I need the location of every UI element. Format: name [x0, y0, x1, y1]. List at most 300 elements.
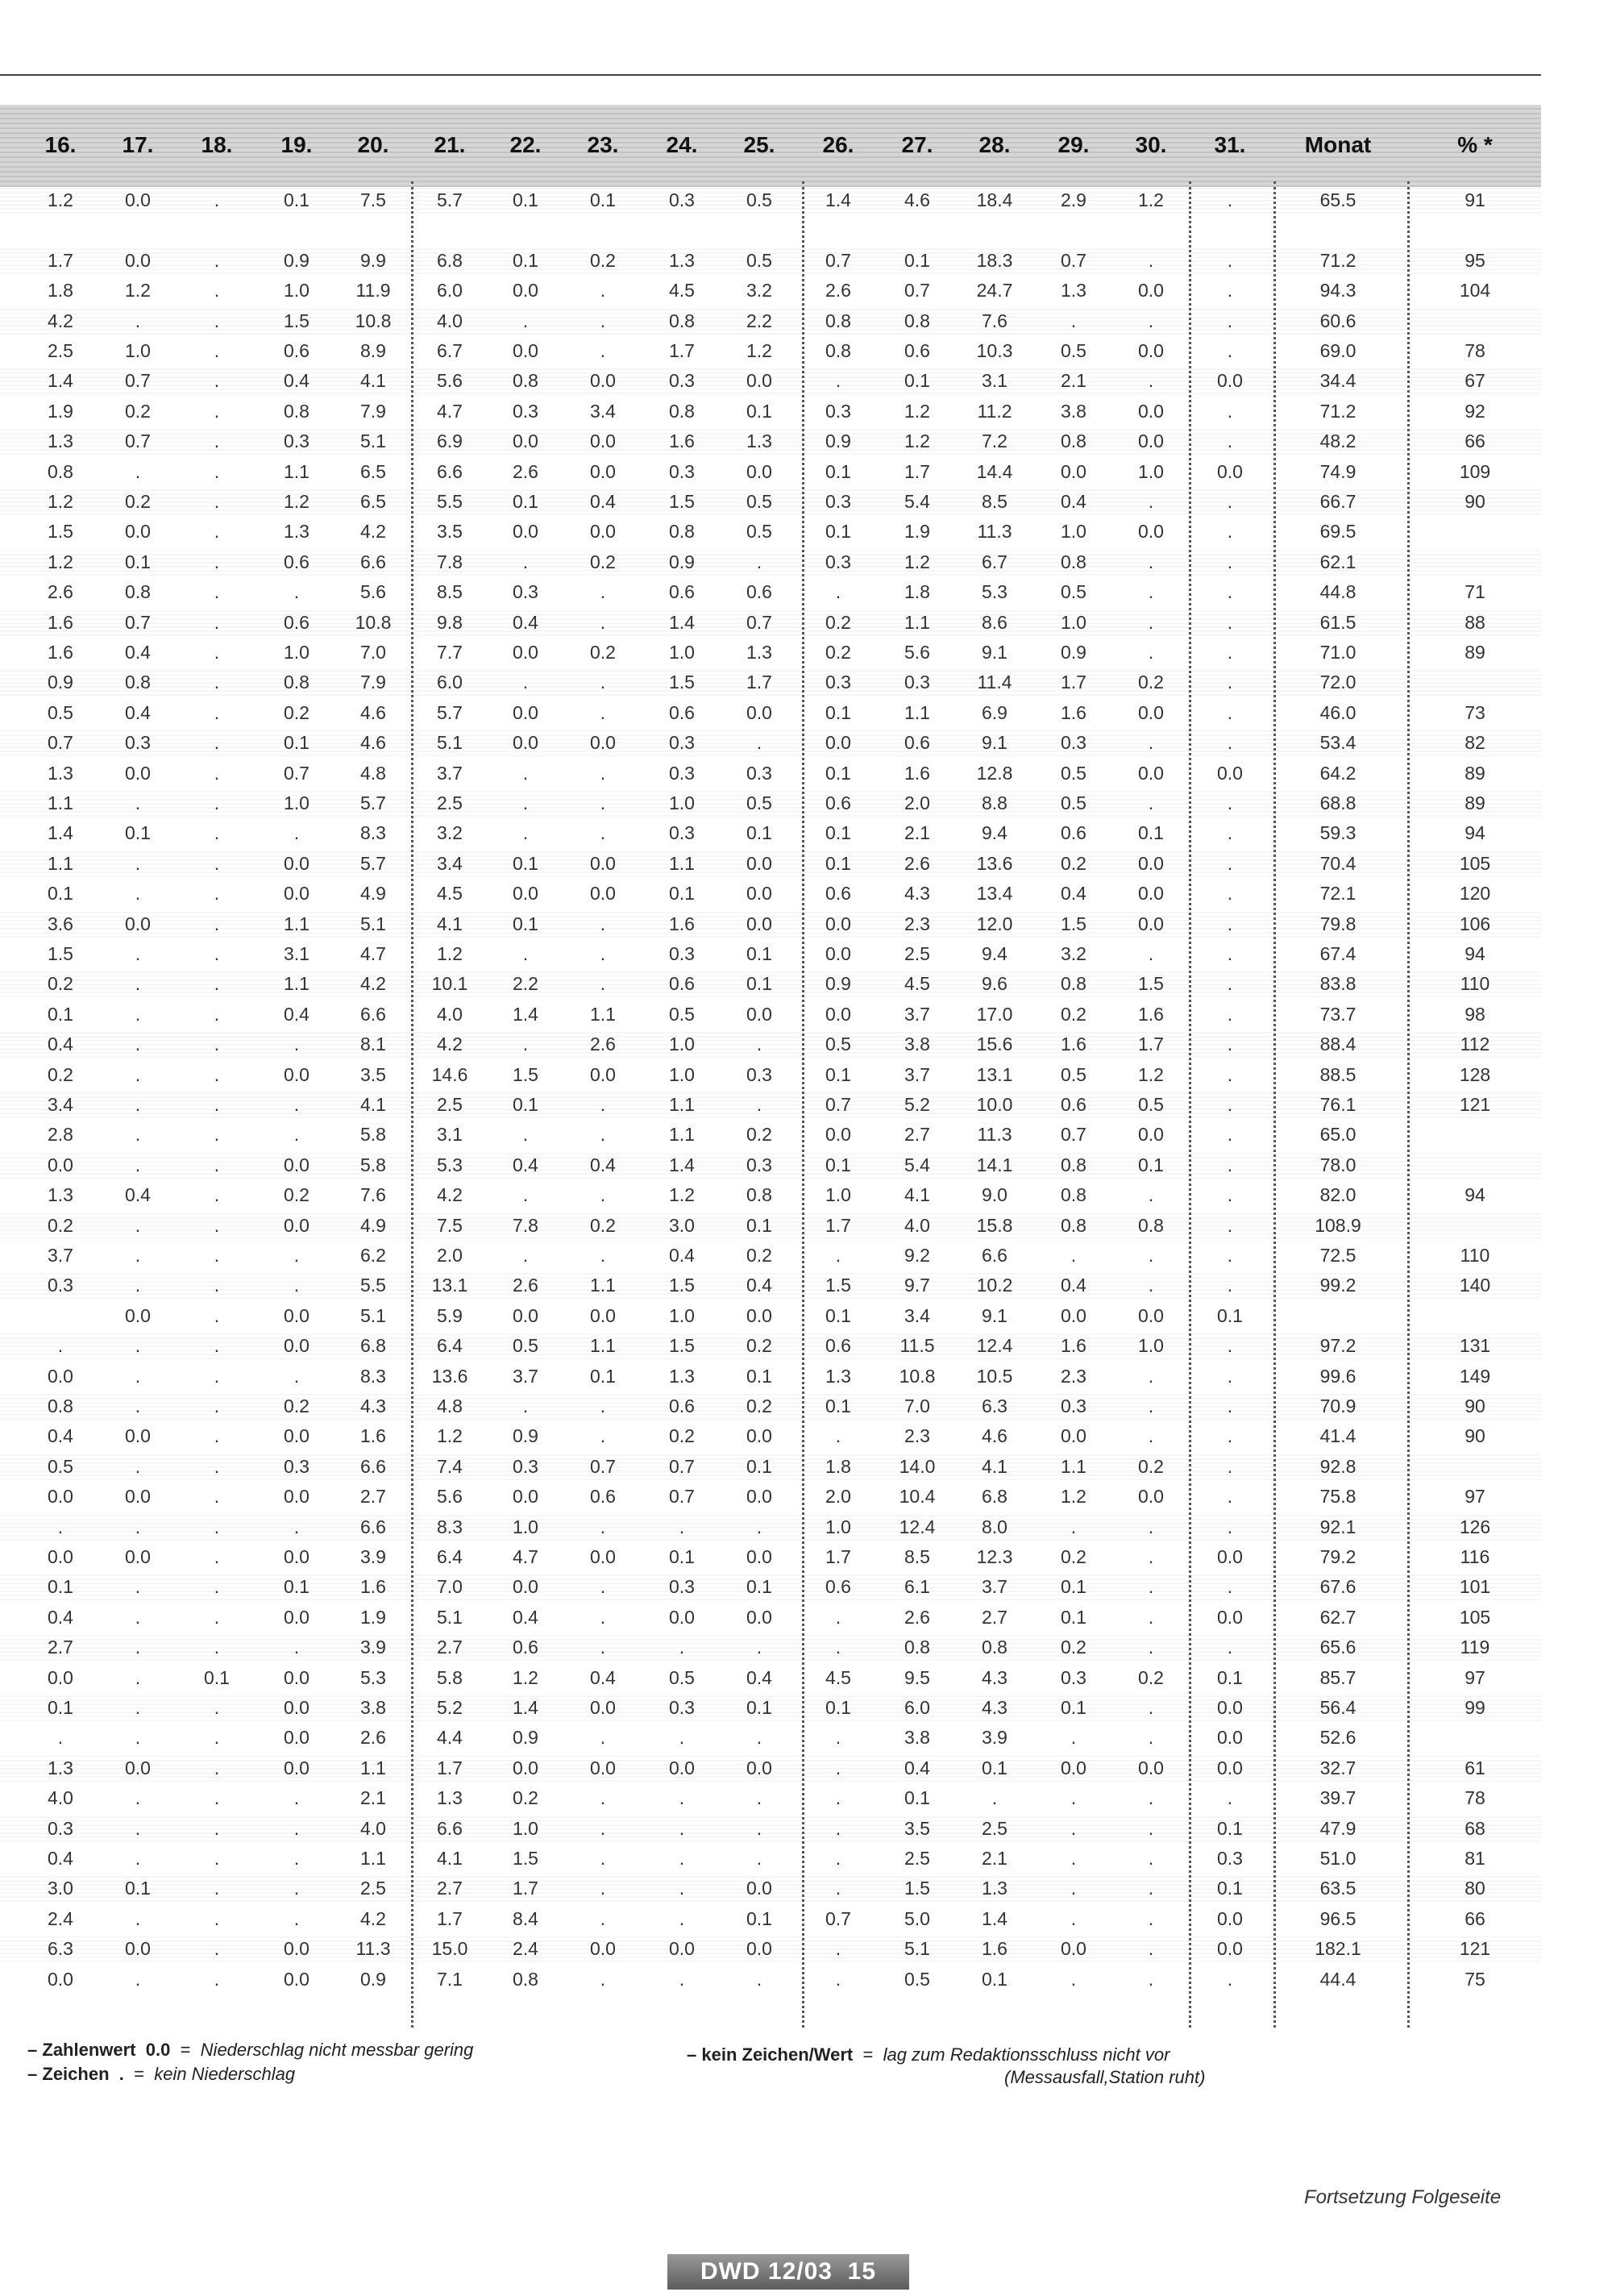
- table-cell: 10.8: [355, 611, 392, 633]
- table-cell: .: [600, 611, 606, 633]
- table-cell: 12.4: [976, 1335, 1013, 1357]
- table-cell: 0.0: [284, 1335, 310, 1357]
- table-cell: 105: [1459, 852, 1491, 874]
- table-cell: 6.4: [437, 1335, 463, 1357]
- table-cell: 94: [1465, 1184, 1485, 1206]
- table-cell: .: [1070, 310, 1077, 331]
- table-cell: .: [600, 1727, 606, 1749]
- table-cell: 0.1: [825, 460, 851, 482]
- table-cell: 110: [1460, 973, 1490, 995]
- table-cell: 1.7: [669, 340, 695, 361]
- table-cell: 3.8: [360, 1697, 386, 1718]
- table-cell: 0.1: [284, 1576, 310, 1598]
- table-cell: 0.0: [746, 852, 772, 874]
- table-cell: 4.2: [360, 521, 386, 543]
- table-cell: 4.5: [904, 973, 930, 995]
- table-cell: 0.0: [1217, 1757, 1243, 1778]
- table-cell: 0.3: [669, 370, 695, 392]
- table-cell: .: [679, 1787, 685, 1809]
- table-cell: 6.6: [437, 460, 463, 482]
- table-cell: .: [600, 1606, 606, 1628]
- table-cell: 11.9: [355, 280, 391, 302]
- table-cell: .: [679, 1817, 685, 1839]
- table-cell: 0.2: [590, 551, 616, 572]
- table-cell: .: [214, 581, 220, 603]
- table-cell: 0.0: [48, 1968, 73, 1990]
- table-cell: 0.0: [1061, 1938, 1086, 1960]
- table-cell: .: [135, 1335, 141, 1357]
- table-cell: 6.7: [982, 551, 1008, 572]
- table-cell: 0.3: [669, 189, 695, 210]
- table-cell: 4.6: [360, 732, 386, 754]
- table-row: [0, 547, 1541, 577]
- table-row: [0, 969, 1541, 999]
- table-cell: 4.5: [669, 280, 695, 302]
- table-cell: 10.4: [899, 1486, 936, 1508]
- table-cell: 1.2: [904, 430, 930, 452]
- column-header: 17.: [122, 132, 154, 157]
- table-cell: 10.5: [976, 1365, 1013, 1387]
- table-cell: 0.3: [1061, 1666, 1086, 1688]
- table-cell: 0.1: [825, 701, 851, 723]
- table-cell: 72.0: [1319, 672, 1356, 693]
- table-row: [0, 1814, 1541, 1844]
- table-cell: .: [293, 581, 300, 603]
- table-cell: 0.1: [825, 1063, 851, 1085]
- table-row: [0, 1603, 1541, 1633]
- table-cell: 1.9: [48, 400, 73, 422]
- table-cell: 51.0: [1319, 1848, 1356, 1869]
- table-cell: .: [135, 1275, 141, 1296]
- table-cell: 1.3: [437, 1787, 463, 1809]
- table-row: [0, 759, 1541, 788]
- table-cell: 5.5: [437, 491, 463, 512]
- table-cell: 5.6: [904, 642, 930, 663]
- table-cell: 8.8: [982, 792, 1008, 813]
- table-cell: .: [293, 1245, 300, 1266]
- table-cell: 0.0: [125, 1304, 151, 1326]
- table-cell: .: [600, 943, 606, 964]
- table-cell: 6.0: [437, 672, 463, 693]
- table-cell: .: [756, 732, 762, 754]
- table-cell: 0.4: [48, 1034, 73, 1055]
- table-cell: 2.7: [982, 1606, 1008, 1628]
- table-cell: .: [991, 1787, 998, 1809]
- table-cell: .: [1148, 551, 1154, 572]
- table-cell: 0.7: [669, 1486, 695, 1508]
- table-cell: 3.5: [904, 1817, 930, 1839]
- table-cell: 5.7: [360, 792, 386, 813]
- table-cell: .: [1227, 1154, 1233, 1175]
- table-cell: .: [1227, 913, 1233, 934]
- table-cell: 67.4: [1319, 943, 1356, 964]
- table-cell: 78: [1465, 340, 1485, 361]
- table-cell: .: [1227, 1425, 1233, 1447]
- table-cell: 0.8: [904, 1637, 930, 1658]
- table-cell: 1.0: [669, 792, 695, 813]
- table-cell: .: [1227, 1094, 1233, 1115]
- column-header: 19.: [280, 132, 313, 157]
- table-cell: 0.0: [1061, 1304, 1086, 1326]
- table-cell: 39.7: [1319, 1787, 1356, 1809]
- table-cell: 149: [1459, 1365, 1491, 1387]
- table-cell: 32.7: [1319, 1757, 1356, 1778]
- table-cell: .: [679, 1907, 685, 1929]
- table-cell: 0.1: [48, 1697, 73, 1718]
- table-cell: 0.0: [746, 1546, 772, 1567]
- table-cell: .: [293, 1124, 300, 1146]
- table-cell: 3.6: [48, 913, 73, 934]
- table-cell: 2.3: [904, 913, 930, 934]
- table-cell: 1.0: [1138, 460, 1164, 482]
- table-cell: 2.9: [1061, 189, 1086, 210]
- table-cell: 61: [1465, 1757, 1485, 1778]
- table-cell: 0.6: [1061, 1094, 1086, 1115]
- table-cell: 0.9: [1061, 642, 1086, 663]
- table-cell: 1.6: [669, 913, 695, 934]
- table-cell: .: [1148, 1878, 1154, 1899]
- table-cell: 0.0: [48, 1666, 73, 1688]
- table-cell: .: [135, 1727, 141, 1749]
- table-cell: 0.0: [590, 1697, 616, 1718]
- table-cell: .: [293, 1848, 300, 1869]
- table-cell: 96.5: [1319, 1907, 1356, 1929]
- table-cell: 0.0: [1217, 1697, 1243, 1718]
- table-cell: .: [293, 1878, 300, 1899]
- table-cell: 8.1: [360, 1034, 386, 1055]
- table-cell: 0.6: [284, 551, 310, 572]
- table-cell: .: [293, 1516, 300, 1537]
- table-cell: .: [135, 973, 141, 995]
- table-cell: 15.0: [431, 1938, 468, 1960]
- table-cell: 112: [1460, 1034, 1490, 1055]
- table-cell: .: [835, 1425, 841, 1447]
- table-cell: 3.8: [1061, 400, 1086, 422]
- table-cell: .: [135, 1907, 141, 1929]
- legend-none-note: (Messausfall,Station ruht): [1004, 2067, 1206, 2087]
- table-cell: 0.7: [669, 1455, 695, 1477]
- table-cell: 7.2: [982, 430, 1008, 452]
- table-cell: .: [1227, 1395, 1233, 1416]
- table-cell: 91: [1465, 189, 1485, 210]
- table-cell: 0.1: [1217, 1878, 1243, 1899]
- table-cell: 0.0: [1138, 1486, 1164, 1508]
- table-cell: .: [1148, 1817, 1154, 1839]
- column-header: 21.: [434, 132, 466, 157]
- table-cell: 0.0: [669, 1757, 695, 1778]
- table-cell: 0.1: [590, 1365, 616, 1387]
- table-cell: 0.0: [125, 1425, 151, 1447]
- legend-dot: – Zeichen . = kein Niederschlag: [27, 2064, 296, 2084]
- table-cell: .: [835, 1637, 841, 1658]
- column-header: 31.: [1214, 132, 1246, 157]
- column-header: 16.: [44, 132, 77, 157]
- table-row: [0, 1572, 1541, 1602]
- table-cell: 2.8: [48, 1124, 73, 1146]
- table-row: [0, 1723, 1541, 1753]
- table-cell: 1.1: [904, 701, 930, 723]
- table-cell: 7.1: [437, 1968, 463, 1990]
- table-row: [0, 215, 1541, 245]
- table-cell: 5.1: [904, 1938, 930, 1960]
- table-cell: .: [1227, 732, 1233, 754]
- table-cell: 0.0: [284, 1727, 310, 1749]
- table-cell: 0.1: [125, 551, 151, 572]
- table-cell: 0.0: [746, 883, 772, 905]
- table-cell: 0.0: [284, 1546, 310, 1567]
- table-row: [0, 1421, 1541, 1451]
- table-cell: 47.9: [1319, 1817, 1356, 1839]
- table-cell: 0.8: [1061, 1214, 1086, 1236]
- table-cell: [341, 215, 405, 245]
- table-cell: 0.8: [48, 1395, 73, 1416]
- table-cell: .: [756, 551, 762, 572]
- table-cell: .: [293, 1034, 300, 1055]
- table-cell: 0.4: [125, 1184, 151, 1206]
- table-cell: 1.5: [1061, 913, 1086, 934]
- table-cell: 0.8: [982, 1637, 1008, 1658]
- table-cell: 18.3: [976, 249, 1013, 271]
- table-cell: 0.6: [1061, 822, 1086, 844]
- table-cell: .: [522, 1245, 529, 1266]
- table-cell: 7.4: [437, 1455, 463, 1477]
- table-cell: 9.8: [437, 611, 463, 633]
- table-cell: 2.7: [360, 1486, 386, 1508]
- table-cell: 126: [1459, 1516, 1491, 1537]
- table-cell: .: [214, 1606, 220, 1628]
- table-cell: 0.8: [669, 310, 695, 331]
- table-cell: .: [214, 1094, 220, 1115]
- table-cell: 7.7: [437, 642, 463, 663]
- table-cell: .: [600, 1094, 606, 1115]
- table-cell: .: [600, 1425, 606, 1447]
- table-cell: [106, 215, 170, 245]
- table-cell: .: [1227, 1214, 1233, 1236]
- table-row: [0, 1150, 1541, 1180]
- table-cell: 0.0: [1217, 1938, 1243, 1960]
- table-row: [0, 1211, 1541, 1241]
- table-cell: 6.6: [360, 1516, 386, 1537]
- table-cell: [1041, 215, 1106, 245]
- table-cell: 5.0: [904, 1907, 930, 1929]
- table-cell: 1.6: [1061, 1335, 1086, 1357]
- table-cell: 0.6: [513, 1637, 538, 1658]
- table-cell: 99.2: [1319, 1275, 1356, 1296]
- table-cell: 0.0: [125, 1546, 151, 1567]
- table-cell: 8.3: [360, 1365, 386, 1387]
- table-cell: 3.7: [437, 762, 463, 784]
- table-cell: 1.0: [669, 642, 695, 663]
- table-cell: .: [1227, 1184, 1233, 1206]
- table-cell: 1.6: [1061, 1034, 1086, 1055]
- column-header: 25.: [743, 132, 775, 157]
- table-cell: 11.3: [355, 1938, 391, 1960]
- table-cell: [1290, 215, 1386, 245]
- table-cell: .: [756, 1516, 762, 1537]
- table-cell: .: [214, 1546, 220, 1567]
- table-cell: 0.7: [904, 280, 930, 302]
- table-cell: 1.8: [48, 280, 73, 302]
- table-cell: .: [1070, 1968, 1077, 1990]
- table-cell: 1.2: [513, 1666, 538, 1688]
- table-cell: 0.0: [1061, 1425, 1086, 1447]
- table-cell: .: [214, 762, 220, 784]
- table-cell: [1290, 1301, 1386, 1331]
- table-cell: 5.1: [360, 913, 386, 934]
- table-cell: 1.1: [590, 1003, 616, 1025]
- table-cell: 5.7: [437, 701, 463, 723]
- table-cell: 1.3: [284, 521, 310, 543]
- table-cell: 5.1: [437, 1606, 463, 1628]
- table-cell: .: [1070, 1878, 1077, 1899]
- table-cell: 0.0: [125, 913, 151, 934]
- table-cell: .: [679, 1637, 685, 1658]
- table-cell: .: [135, 1124, 141, 1146]
- table-cell: 2.2: [746, 310, 772, 331]
- table-cell: 4.0: [437, 1003, 463, 1025]
- table-cell: 68: [1465, 1817, 1485, 1839]
- table-cell: 2.3: [1061, 1365, 1086, 1387]
- table-cell: 5.2: [904, 1094, 930, 1115]
- table-cell: 0.3: [125, 732, 151, 754]
- table-cell: 3.2: [746, 280, 772, 302]
- table-cell: .: [1227, 943, 1233, 964]
- table-cell: [1427, 215, 1523, 245]
- table-cell: 0.6: [825, 1576, 851, 1598]
- table-row: [0, 1542, 1541, 1572]
- table-cell: 0.2: [48, 1214, 73, 1236]
- table-cell: .: [1148, 1637, 1154, 1658]
- table-cell: 0.0: [284, 1486, 310, 1508]
- table-cell: 0.3: [746, 762, 772, 784]
- table-cell: .: [1227, 189, 1233, 210]
- table-cell: .: [293, 1637, 300, 1658]
- table-cell: 10.3: [976, 340, 1013, 361]
- table-cell: .: [214, 1938, 220, 1960]
- table-cell: .: [135, 792, 141, 813]
- table-cell: 131: [1459, 1335, 1491, 1357]
- table-cell: 10.8: [355, 310, 392, 331]
- table-cell: 89: [1465, 792, 1485, 813]
- table-cell: 6.8: [437, 249, 463, 271]
- table-cell: 1.1: [1061, 1455, 1086, 1477]
- table-cell: 0.0: [513, 1576, 538, 1598]
- table-cell: .: [135, 1606, 141, 1628]
- table-cell: 0.2: [746, 1335, 772, 1357]
- table-cell: 5.1: [437, 732, 463, 754]
- column-separator: [1407, 181, 1410, 2028]
- table-cell: 18.4: [976, 189, 1013, 210]
- table-cell: 2.6: [360, 1727, 386, 1749]
- table-cell: 0.0: [48, 1154, 73, 1175]
- table-cell: 0.4: [746, 1666, 772, 1688]
- table-cell: 0.5: [1061, 1063, 1086, 1085]
- table-cell: 14.1: [976, 1154, 1013, 1175]
- table-cell: 1.3: [746, 430, 772, 452]
- table-cell: .: [1148, 611, 1154, 633]
- table-cell: .: [214, 249, 220, 271]
- table-cell: 0.0: [1061, 460, 1086, 482]
- table-cell: .: [135, 943, 141, 964]
- table-cell: 0.1: [1061, 1697, 1086, 1718]
- table-cell: 2.6: [513, 460, 538, 482]
- table-cell: [1427, 306, 1523, 336]
- table-cell: .: [135, 1245, 141, 1266]
- table-cell: 5.4: [904, 491, 930, 512]
- table-row: [0, 788, 1541, 818]
- table-cell: 2.5: [982, 1817, 1008, 1839]
- table-row: [0, 1633, 1541, 1662]
- table-cell: .: [293, 1817, 300, 1839]
- table-cell: .: [214, 701, 220, 723]
- table-cell: 78.0: [1319, 1154, 1356, 1175]
- table-cell: 1.7: [1138, 1034, 1164, 1055]
- table-row: [0, 457, 1541, 487]
- table-cell: 1.0: [669, 1304, 695, 1326]
- table-cell: 1.0: [513, 1516, 538, 1537]
- table-cell: 3.7: [904, 1063, 930, 1085]
- table-cell: 9.4: [982, 943, 1008, 964]
- table-cell: .: [214, 430, 220, 452]
- table-cell: .: [1148, 1606, 1154, 1628]
- table-cell: 1.4: [48, 822, 73, 844]
- table-cell: 0.0: [1217, 1727, 1243, 1749]
- table-cell: 0.6: [669, 701, 695, 723]
- table-cell: 81: [1465, 1848, 1485, 1869]
- table-cell: 2.5: [48, 340, 73, 361]
- table-cell: 0.8: [513, 1968, 538, 1990]
- table-cell: 6.0: [437, 280, 463, 302]
- table-cell: 1.8: [825, 1455, 851, 1477]
- table-cell: 90: [1465, 1395, 1485, 1416]
- table-cell: 0.1: [48, 883, 73, 905]
- table-cell: .: [522, 822, 529, 844]
- table-cell: .: [522, 792, 529, 813]
- table-cell: 0.6: [825, 792, 851, 813]
- table-cell: 0.5: [746, 189, 772, 210]
- table-cell: 15.6: [976, 1034, 1013, 1055]
- table-cell: 0.8: [284, 672, 310, 693]
- table-cell: 0.3: [48, 1275, 73, 1296]
- table-cell: 0.8: [825, 310, 851, 331]
- table-cell: 10.0: [976, 1094, 1013, 1115]
- table-row: [0, 668, 1541, 697]
- table-cell: .: [135, 1637, 141, 1658]
- table-cell: 52.6: [1319, 1727, 1356, 1749]
- table-row: [0, 1904, 1541, 1934]
- table-cell: 67: [1465, 370, 1485, 392]
- table-cell: 2.4: [48, 1907, 73, 1929]
- table-cell: .: [57, 1727, 64, 1749]
- table-cell: 1.7: [1061, 672, 1086, 693]
- table-cell: 1.5: [669, 672, 695, 693]
- table-cell: 0.0: [669, 1938, 695, 1960]
- table-cell: 13.6: [431, 1365, 468, 1387]
- table-cell: 0.8: [48, 460, 73, 482]
- table-cell: .: [1148, 642, 1154, 663]
- table-cell: .: [214, 460, 220, 482]
- table-cell: [1427, 668, 1523, 697]
- table-cell: 3.7: [904, 1003, 930, 1025]
- table-cell: 70.4: [1319, 852, 1356, 874]
- table-cell: .: [214, 943, 220, 964]
- table-cell: .: [135, 1455, 141, 1477]
- table-cell: 3.0: [48, 1878, 73, 1899]
- table-cell: .: [600, 822, 606, 844]
- table-cell: 5.6: [360, 581, 386, 603]
- table-cell: 44.4: [1319, 1968, 1356, 1990]
- table-cell: 4.0: [360, 1817, 386, 1839]
